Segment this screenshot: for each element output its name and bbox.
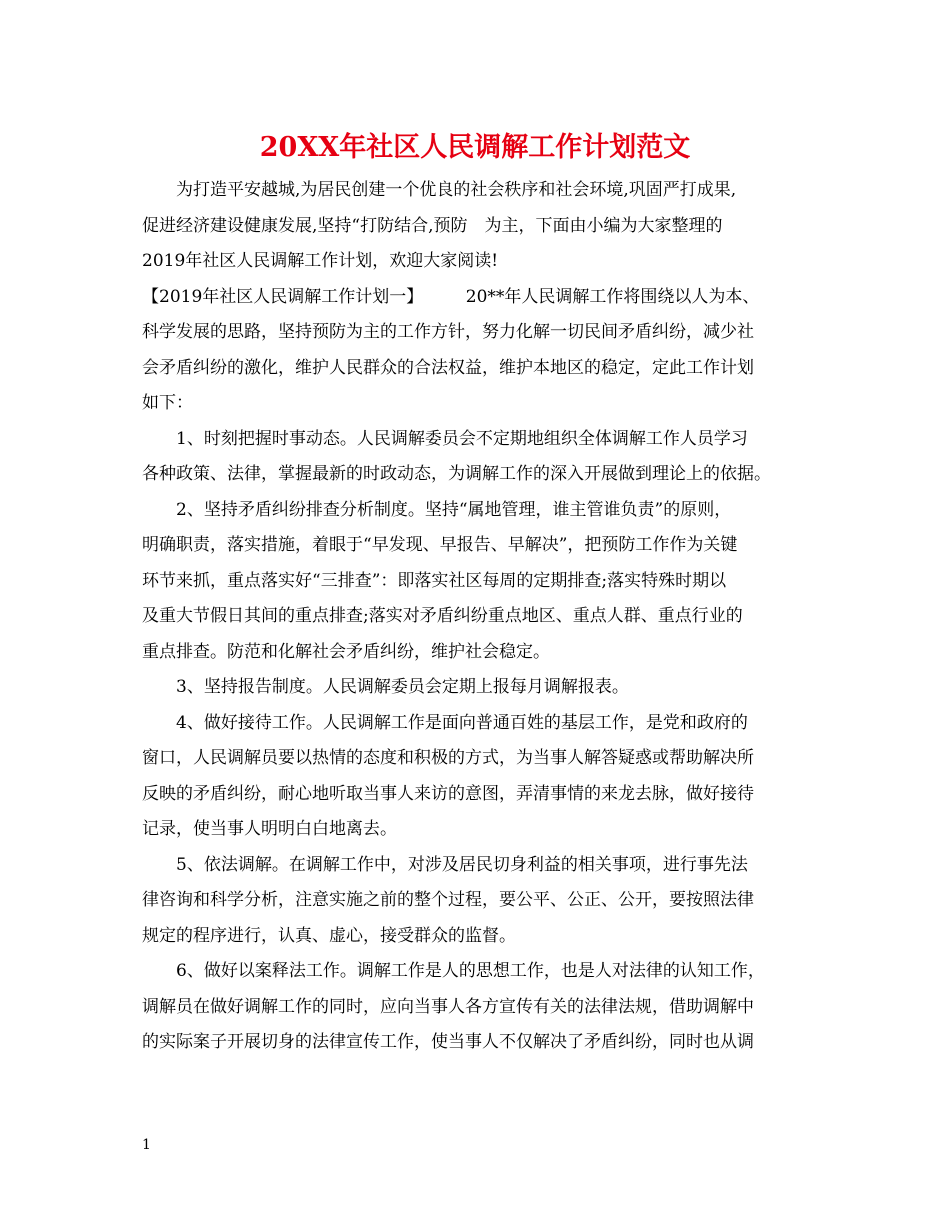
text-line: 6、做好以案释法工作。调解工作是人的思想工作，也是人对法律的认知工作，: [142, 961, 765, 981]
text-line: 如下：: [142, 393, 193, 413]
text-line: 律咨询和科学分析，注意实施之前的整个过程，要公平、公正、公开，要按照法律: [142, 890, 754, 910]
text-line: 1、时刻把握时事动态。人民调解委员会不定期地组织全体调解工作人员学习: [142, 428, 748, 449]
text-line: 科学发展的思路，坚持预防为主的工作方针，努力化解一切民间矛盾纠纷，减少社: [142, 322, 754, 342]
text-line: 环节来抓，重点落实好“三排查”：即落实社区每周的定期排查;落实特殊时期以: [142, 570, 727, 591]
text-line: 促进经济建设健康发展,坚持“打防结合,预防 为主，下面由小编为大家整理的: [142, 215, 723, 236]
text-line: 【2019年社区人民调解工作计划一】 20**年人民调解工作将围绕以人为本、: [142, 286, 760, 307]
text-line: 各种政策、法律，掌握最新的时政动态，为调解工作的深入开展做到理论上的依据。: [142, 464, 771, 484]
text-line: 会矛盾纠纷的激化，维护人民群众的合法权益，维护本地区的稳定，定此工作计划: [142, 357, 754, 378]
text-line: 记录，使当事人明明白白地离去。: [142, 819, 397, 839]
text-line: 为打造平安越城,为居民创建一个优良的社会秩序和社会环境,巩固严打成果,: [142, 180, 737, 200]
text-line: 及重大节假日其间的重点排查;落实对矛盾纠纷重点地区、重点人群、重点行业的: [142, 606, 743, 626]
text-line: 2、坚持矛盾纠纷排查分析制度。坚持“属地管理，谁主管谁负责”的原则，: [142, 499, 732, 520]
text-line: 2019年社区人民调解工作计划，欢迎大家阅读!: [142, 251, 499, 271]
text-line: 4、做好接待工作。人民调解工作是面向普通百姓的基层工作，是党和政府的: [142, 712, 748, 733]
text-line: 调解员在做好调解工作的同时，应向当事人各方宣传有关的法律法规，借助调解中: [142, 996, 754, 1017]
text-line: 规定的程序进行，认真、虚心，接受群众的监督。: [142, 925, 516, 946]
text-line: 的实际案子开展切身的法律宣传工作，使当事人不仅解决了矛盾纠纷，同时也从调: [142, 1032, 754, 1052]
text-line: 5、依法调解。在调解工作中，对涉及居民切身利益的相关事项，进行事先法: [142, 854, 748, 875]
page-number: 1: [142, 1137, 151, 1153]
text-line: 反映的矛盾纠纷，耐心地听取当事人来访的意图，弄清事情的来龙去脉，做好接待: [142, 783, 754, 804]
text-line: 窗口，人民调解员要以热情的态度和积极的方式，为当事人解答疑惑或帮助解决所: [142, 748, 754, 768]
document-title: 20XX年社区人民调解工作计划范文: [259, 132, 691, 163]
text-line: 3、坚持报告制度。人民调解委员会定期上报每月调解报表。: [142, 677, 629, 697]
text-line: 重点排查。防范和化解社会矛盾纠纷，维护社会稳定。: [142, 641, 550, 662]
text-line: 明确职责，落实措施，着眼于“早发现、早报告、早解决”，把预防工作作为关键: [142, 535, 738, 555]
